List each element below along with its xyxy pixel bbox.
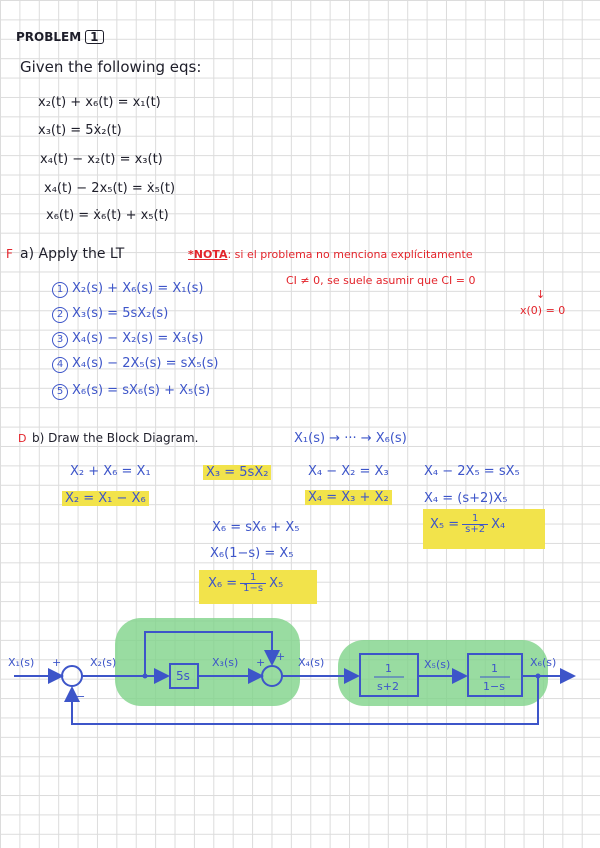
deriv-col4-b: X₄ = (s+2)X₅ [424, 491, 508, 506]
block3-num: 1 [491, 662, 498, 675]
deriv-mid-b: X₆(1−s) = X₅ [210, 546, 294, 561]
note-line-3: x(0) = 0 [520, 304, 566, 317]
signal-x2: X₂(s) [90, 656, 117, 669]
signal-x1: X₁(s) [8, 656, 35, 669]
lt-eq-text: X₄(s) − 2X₅(s) = sX₅(s) [72, 356, 219, 371]
lt-eq-2 [52, 307, 168, 323]
summing-junction-2 [262, 666, 282, 686]
lt-eq-4 [52, 357, 218, 373]
signal-x3: X₃(s) [212, 656, 239, 669]
note-line-1: : si el problema no menciona explícitamente [227, 248, 473, 261]
note-line-2: CI ≠ 0, se suele asumir que CI = 0 [286, 274, 476, 287]
given-eq-2: x₃(t) = 5ẋ₂(t) [38, 123, 122, 138]
given-eq-5: x₆(t) = ẋ₆(t) + x₅(t) [46, 208, 169, 223]
deriv-mid-a: X₆ = sX₆ + X₅ [212, 520, 300, 535]
block2-den: s+2 [377, 680, 399, 693]
result-x6-fraction [240, 573, 266, 594]
result-x5-lhs: X₅ = [430, 517, 460, 532]
deriv-col1-a: X₂ + X₆ = X₁ [70, 464, 151, 479]
part-b-marker: D [18, 432, 27, 445]
signal-x6: X₆(s) [530, 656, 557, 669]
sum2-sign-in: + [256, 656, 266, 669]
lt-eq-text: X₄(s) − X₂(s) = X₃(s) [72, 331, 204, 346]
block-diagram [0, 620, 600, 750]
result-x6-den: 1−s [243, 583, 264, 594]
part-b-flow: X₁(s) → ··· → X₆(s) [294, 431, 407, 446]
lt-eq-number: 4 [52, 357, 68, 373]
lt-eq-number: 1 [52, 282, 68, 298]
problem-label: PROBLEM [16, 30, 82, 44]
result-x5 [430, 514, 505, 535]
note-prefix: *NOTA [188, 248, 228, 261]
lt-eq-number: 2 [52, 307, 68, 323]
problem-heading [16, 30, 104, 44]
part-a-heading: a) Apply the LT [20, 246, 125, 262]
block3-den: 1−s [483, 680, 505, 693]
lt-eq-number: 5 [52, 384, 68, 400]
part-b-heading: b) Draw the Block Diagram. [32, 431, 199, 445]
result-x6 [208, 573, 283, 594]
given-eq-3: x₄(t) − x₂(t) = x₃(t) [40, 152, 163, 167]
junction-dot-feedback [536, 674, 541, 679]
note-arrow: ↓ [536, 288, 546, 301]
signal-x5: X₅(s) [424, 658, 451, 671]
deriv-col3-b: X₄ = X₃ + X₂ [305, 490, 392, 505]
result-x6-lhs: X₆ = [208, 576, 238, 591]
result-x5-den: s+2 [465, 524, 486, 535]
lt-eq-number: 3 [52, 332, 68, 348]
block2-num: 1 [385, 662, 392, 675]
result-x5-num: 1 [462, 514, 488, 525]
block-5s-label: 5s [176, 669, 190, 683]
lt-eq-1 [52, 282, 203, 298]
deriv-col4-a: X₄ − 2X₅ = sX₅ [424, 464, 520, 479]
lt-eq-5 [52, 384, 210, 400]
lt-eq-text: X₆(s) = sX₆(s) + X₅(s) [72, 383, 211, 398]
wire-bypass [145, 632, 272, 676]
lt-eq-3 [52, 332, 203, 348]
summing-junction-1 [62, 666, 82, 686]
part-a-note [188, 249, 473, 260]
deriv-col1-b: X₂ = X₁ − X₆ [62, 491, 149, 506]
signal-x4: X₄(s) [298, 656, 325, 669]
deriv-col2-a: X₃ = 5sX₂ [203, 465, 271, 480]
deriv-col3-a: X₄ − X₂ = X₃ [308, 464, 389, 479]
sum2-sign-top: + [276, 650, 286, 663]
junction-dot-bypass [143, 674, 148, 679]
part-a-marker: F [6, 247, 13, 261]
result-x6-num: 1 [240, 573, 266, 584]
lt-eq-text: X₂(s) + X₆(s) = X₁(s) [72, 281, 204, 296]
sum1-sign-in: + [52, 656, 62, 669]
result-x5-fraction [462, 514, 488, 535]
result-x5-rhs: X₄ [491, 517, 506, 532]
lt-eq-text: X₃(s) = 5sX₂(s) [72, 306, 169, 321]
result-x6-rhs: X₅ [269, 576, 284, 591]
given-eq-1: x₂(t) + x₆(t) = x₁(t) [38, 95, 161, 110]
intro-text: Given the following eqs: [20, 58, 202, 76]
sum1-sign-fb: − [76, 690, 86, 703]
problem-number: 1 [85, 30, 103, 44]
given-eq-4: x₄(t) − 2x₅(t) = ẋ₅(t) [44, 181, 176, 196]
